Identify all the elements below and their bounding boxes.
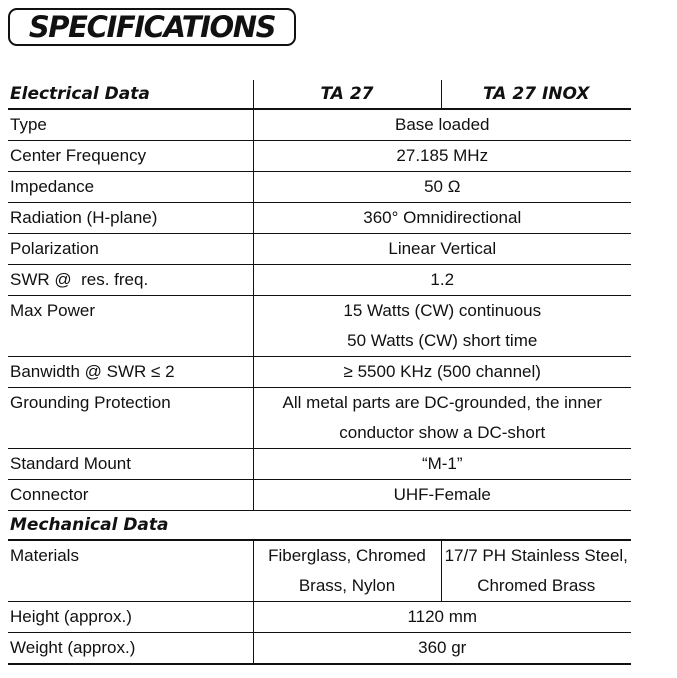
table-row [8, 172, 631, 203]
row-label-grounding-protection: Grounding Protection [8, 388, 253, 449]
specifications-table [8, 80, 631, 665]
table-row [8, 141, 631, 172]
row-label-type: Type [8, 109, 253, 141]
mechanical-data-header: Mechanical Data [8, 511, 631, 541]
row-label-height: Height (approx.) [8, 602, 253, 633]
grounding-line-1: All metal parts are DC-grounded, the inner [282, 393, 602, 412]
row-value-center-frequency: 27.185 MHz [253, 141, 631, 172]
row-label-max-power: Max Power [8, 296, 253, 357]
table-row [8, 388, 631, 449]
row-value-max-power [253, 296, 631, 357]
row-value-materials-ta27 [253, 540, 441, 602]
model-ta27-header: TA 27 [253, 80, 441, 109]
max-power-line-2: 50 Watts (CW) short time [347, 331, 538, 350]
row-value-radiation: 360° Omnidirectional [253, 203, 631, 234]
row-value-grounding-protection [253, 388, 631, 449]
table-row [8, 449, 631, 480]
max-power-line-1: 15 Watts (CW) continuous [343, 301, 542, 320]
row-value-weight: 360 gr [253, 633, 631, 665]
table-row [8, 357, 631, 388]
row-label-bandwidth: Banwidth @ SWR ≤ 2 [8, 357, 253, 388]
model-ta27-inox-header: TA 27 INOX [441, 80, 631, 109]
row-label-impedance: Impedance [8, 172, 253, 203]
table-header-row [8, 80, 631, 109]
row-label-standard-mount: Standard Mount [8, 449, 253, 480]
materials-ta27-line-1: Fiberglass, Chromed [268, 546, 426, 565]
table-row [8, 109, 631, 141]
materials-inox-line-1: 17/7 PH Stainless Steel, [444, 546, 628, 565]
row-value-materials-inox [441, 540, 631, 602]
row-label-weight: Weight (approx.) [8, 633, 253, 665]
row-value-bandwidth: ≥ 5500 KHz (500 channel) [253, 357, 631, 388]
page-title: SPECIFICATIONS [28, 9, 276, 44]
table-row [8, 203, 631, 234]
table-row [8, 540, 631, 602]
materials-ta27-line-2: Brass, Nylon [298, 576, 396, 595]
row-label-center-frequency: Center Frequency [8, 141, 253, 172]
row-value-polarization: Linear Vertical [253, 234, 631, 265]
row-value-standard-mount: “M-1” [253, 449, 631, 480]
row-label-materials: Materials [8, 540, 253, 602]
row-label-polarization: Polarization [8, 234, 253, 265]
row-value-swr: 1.2 [253, 265, 631, 296]
row-label-connector: Connector [8, 480, 253, 511]
row-value-impedance: 50 Ω [253, 172, 631, 203]
table-row [8, 296, 631, 357]
mechanical-header-row [8, 511, 631, 541]
table-row [8, 633, 631, 665]
row-value-height: 1120 mm [253, 602, 631, 633]
row-value-type: Base loaded [253, 109, 631, 141]
table-row [8, 265, 631, 296]
table-row [8, 480, 631, 511]
table-row [8, 602, 631, 633]
row-label-swr: SWR @ res. freq. [8, 265, 253, 296]
row-label-radiation: Radiation (H-plane) [8, 203, 253, 234]
materials-inox-line-2: Chromed Brass [477, 576, 596, 595]
specifications-title-box [8, 8, 296, 46]
grounding-line-2: conductor show a DC-short [339, 423, 546, 442]
electrical-data-header: Electrical Data [8, 80, 253, 109]
row-value-connector: UHF-Female [253, 480, 631, 511]
table-row [8, 234, 631, 265]
